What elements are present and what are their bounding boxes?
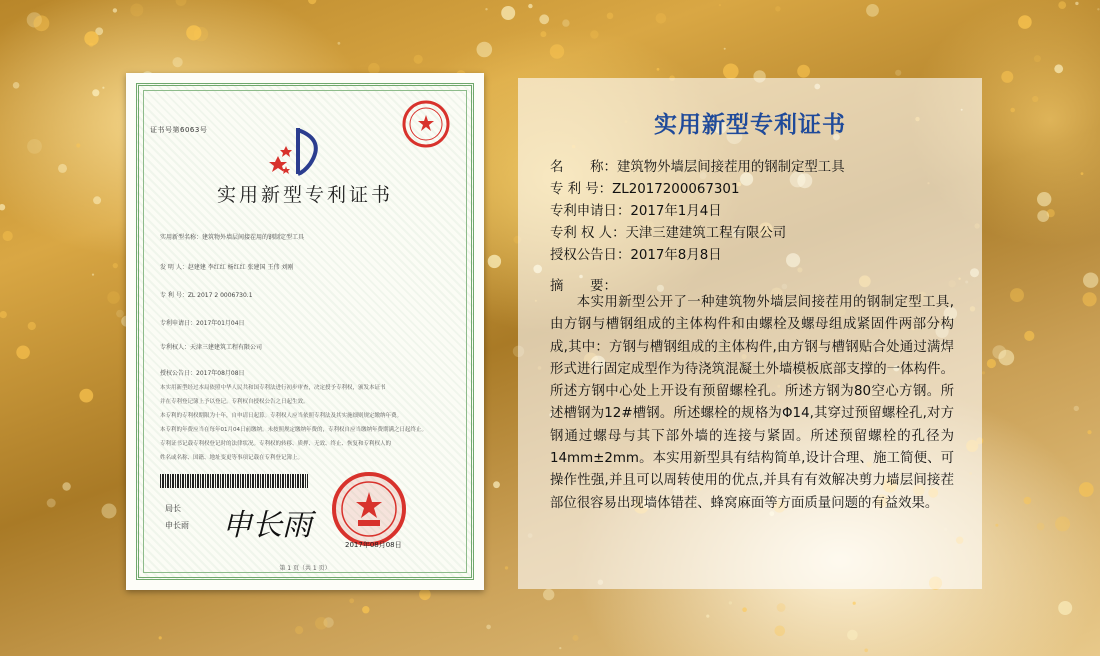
glitter-dot [1054, 64, 1063, 73]
glitter-dot [895, 70, 901, 76]
glitter-dot [505, 566, 508, 569]
glitter-dot [194, 27, 208, 41]
glitter-dot [590, 30, 598, 38]
glitter-dot [159, 636, 162, 639]
field-label: 名 称： [550, 160, 617, 175]
glitter-dot [982, 371, 985, 374]
glitter-dot [539, 14, 549, 24]
certificate-number: 证书号第6063号 [150, 126, 208, 134]
glitter-dot [562, 19, 569, 26]
glitter-dot [93, 196, 101, 204]
glitter-dot [113, 8, 117, 12]
field-label: 专利申请日： [550, 204, 631, 219]
glitter-dot [1058, 1, 1066, 9]
glitter-dot [1018, 15, 1032, 29]
field-value: 2017年8月8日 [630, 248, 722, 263]
glitter-dot [864, 649, 868, 653]
glitter-dot [847, 630, 858, 641]
field-value: 2017年1月4日 [630, 204, 722, 219]
glitter-dot [102, 504, 117, 519]
glitter-dot [1079, 482, 1094, 497]
glitter-dot [485, 8, 487, 10]
certificate-title: 实用新型专利证书 [216, 184, 393, 206]
glitter-dot [543, 589, 554, 600]
field-grant-date [550, 244, 722, 263]
field-label: 专 利 号： [550, 182, 613, 197]
glitter-dot [775, 6, 780, 11]
glitter-dot [719, 4, 721, 6]
info-title: 实用新型专利证书 [654, 112, 846, 138]
glitter-dot [1024, 497, 1032, 505]
glitter-dot [47, 499, 56, 508]
glitter-dot [1037, 523, 1045, 531]
glitter-dot [550, 44, 564, 58]
glitter-dot [58, 164, 67, 173]
field-application-date [550, 200, 722, 219]
glitter-dot [107, 291, 120, 304]
abstract-label: 摘 要： [550, 279, 617, 294]
certificate-barcode [160, 474, 308, 488]
certificate-paragraph: 本专利的专利权期限为十年，自申请日起算。专利权人应当依照专利法及其实施细则规定缴纳年费。 [160, 413, 403, 419]
field-label: 专利 权 人： [550, 226, 626, 241]
certificate-row-patent-no: 专 利 号：ZL 2017 2 0006730.1 [160, 292, 253, 299]
glitter-dot [1055, 516, 1070, 531]
glitter-dot [419, 589, 431, 601]
certificate-row-grant-date: 授权公告日：2017年08月08日 [160, 370, 245, 377]
glitter-dot [1001, 71, 1013, 83]
glitter-dot [706, 615, 709, 618]
glitter-dot [1097, 8, 1099, 10]
glitter-dot [116, 310, 124, 318]
glitter-dot [486, 625, 491, 630]
glitter-dot [176, 0, 187, 6]
glitter-dot [1075, 2, 1078, 5]
glitter-dot [775, 626, 786, 637]
glitter-dot [995, 524, 998, 527]
field-patent-number [550, 178, 739, 197]
seal-date: 2017年08月08日 [345, 541, 402, 549]
glitter-dot [729, 601, 732, 604]
glitter-dot [477, 42, 493, 58]
certificate-row-owner: 专利权人：天津三建建筑工程有限公司 [160, 344, 263, 351]
field-value: ZL2017200067301 [612, 182, 740, 197]
glitter-dot [1037, 192, 1051, 206]
certificate-paragraph: 并在专利登记簿上予以登记。专利权自授权公告之日起生效。 [160, 399, 309, 405]
glitter-dot [987, 359, 996, 368]
patent-office-logo-icon [268, 124, 328, 180]
glitter-dot [1083, 273, 1098, 288]
glitter-dot [1058, 601, 1072, 615]
certificate-row-date: 专利申请日：2017年01月04日 [160, 320, 245, 327]
glitter-dot [92, 274, 94, 276]
certificate-paragraph: 本实用新型经过本局依照中华人民共和国专利法进行初步审查，决定授予专利权，颁发本证书 [160, 385, 386, 391]
field-value: 天津三建建筑工程有限公司 [625, 226, 787, 241]
glitter-dot [362, 606, 369, 613]
glitter-dot [27, 139, 42, 154]
glitter-dot [79, 389, 93, 403]
glitter-dot [853, 602, 856, 605]
glitter-dot [0, 311, 7, 318]
glitter-dot [1010, 108, 1015, 113]
official-red-seal-icon [330, 470, 408, 548]
certificate-row-name: 实用新型名称：建筑物外墙层间接茬用的钢制定型工具 [160, 234, 305, 241]
certificate-paragraph: 姓名或名称、国籍、地址变更等事项记载在专利登记簿上。 [160, 455, 304, 461]
glitter-dot [742, 607, 747, 612]
glitter-dot [540, 31, 546, 37]
glitter-dot [992, 345, 1006, 359]
glitter-dot [173, 57, 183, 67]
field-value: 建筑物外墙层间接茬用的钢制定型工具 [616, 160, 845, 175]
glitter-dot [1032, 96, 1038, 102]
glitter-dot [28, 322, 36, 330]
glitter-dot [1010, 288, 1024, 302]
field-label: 授权公告日： [550, 248, 631, 263]
glitter-dot [493, 481, 500, 488]
glitter-dot [62, 482, 70, 490]
glitter-dot [102, 87, 104, 89]
glitter-dot [1083, 292, 1097, 306]
glitter-dot [414, 55, 423, 64]
glitter-dot [338, 42, 341, 45]
glitter-dot [1034, 55, 1041, 62]
glitter-dot [488, 255, 501, 268]
glitter-dot [3, 231, 13, 241]
glitter-dot [308, 0, 316, 4]
glitter-dot [0, 204, 5, 210]
glitter-dot [866, 4, 879, 17]
glitter-dot [295, 626, 303, 634]
glitter-dot [797, 65, 810, 78]
glitter-dot [1037, 210, 1049, 222]
certificate-footer: 第 1 页（共 1 页） [279, 565, 331, 572]
top-red-seal-icon [400, 98, 452, 150]
glitter-dot [559, 647, 561, 649]
signature-label-name: 申长雨 [165, 521, 189, 530]
glitter-dot [1081, 172, 1084, 175]
glitter-dot [16, 346, 30, 360]
glitter-dot [657, 68, 660, 71]
certificate-paragraph: 本专利的年费应当在每年01月04日前缴纳。未按照规定缴纳年费的，专利权自应当缴纳年费期满之日起终止。 [160, 427, 428, 433]
glitter-dot [13, 82, 20, 89]
glitter-dot [1074, 406, 1079, 411]
glitter-dot [130, 4, 143, 17]
glitter-dot [113, 263, 118, 268]
glitter-dot [1024, 331, 1034, 341]
field-name [550, 156, 845, 175]
glitter-dot [315, 617, 328, 630]
glitter-dot [656, 13, 667, 24]
field-patentee [550, 222, 786, 241]
glitter-dot [34, 15, 50, 31]
certificate-row-inventors: 发 明 人：赵建建 李红红 杨红红 张建国 王伟 刘刚 [160, 264, 294, 271]
glitter-dot [501, 6, 515, 20]
glitter-dot [607, 13, 614, 20]
glitter-dot [777, 603, 786, 612]
glitter-dot [92, 89, 99, 96]
glitter-dot [1087, 430, 1091, 434]
glitter-dot [528, 4, 532, 8]
glitter-dot [573, 635, 579, 641]
glitter-dot [723, 64, 739, 80]
glitter-dot [349, 598, 354, 603]
handwritten-signature: 申长雨 [222, 508, 312, 543]
glitter-dot [724, 48, 726, 50]
certificate-paragraph: 专利证书记载专利权登记时的法律状况。专利权的转移、质押、无效、终止、恢复和专利权人的 [160, 441, 392, 447]
abstract-text: 本实用新型公开了一种建筑物外墙层间接茬用的钢制定型工具,由方钢与槽钢组成的主体构件和由螺栓及螺母组成紧固件两部分构成,其中：方钢与槽钢组成的主体构件,由方钢与槽钢贴合处通过满焊形式进行固定成型作为待浇筑混凝土外墙模板底部支撑的一体构件。所述方钢中心处上开设有预留螺栓孔。所述方钢为80空心方钢。所述槽钢为12#槽钢。所述螺栓的规格为Φ14,其穿过预留螺栓孔,对方钢通过螺母与其下部外墙的连接与紧固。所述预留螺栓的孔径为14mm±2mm。本实用新型具有结构简单,设计合理、施工简便、可操作性强,并且可以周转使用的优点,并具有有效解决剪力墙层间接茬部位很容易出现墙体错茬、蜂窝麻面等方面质量问题的有益效果。 [550, 295, 954, 511]
signature-label-title: 局长 [165, 504, 181, 513]
glitter-dot [76, 143, 80, 147]
glitter-dot [84, 31, 98, 45]
